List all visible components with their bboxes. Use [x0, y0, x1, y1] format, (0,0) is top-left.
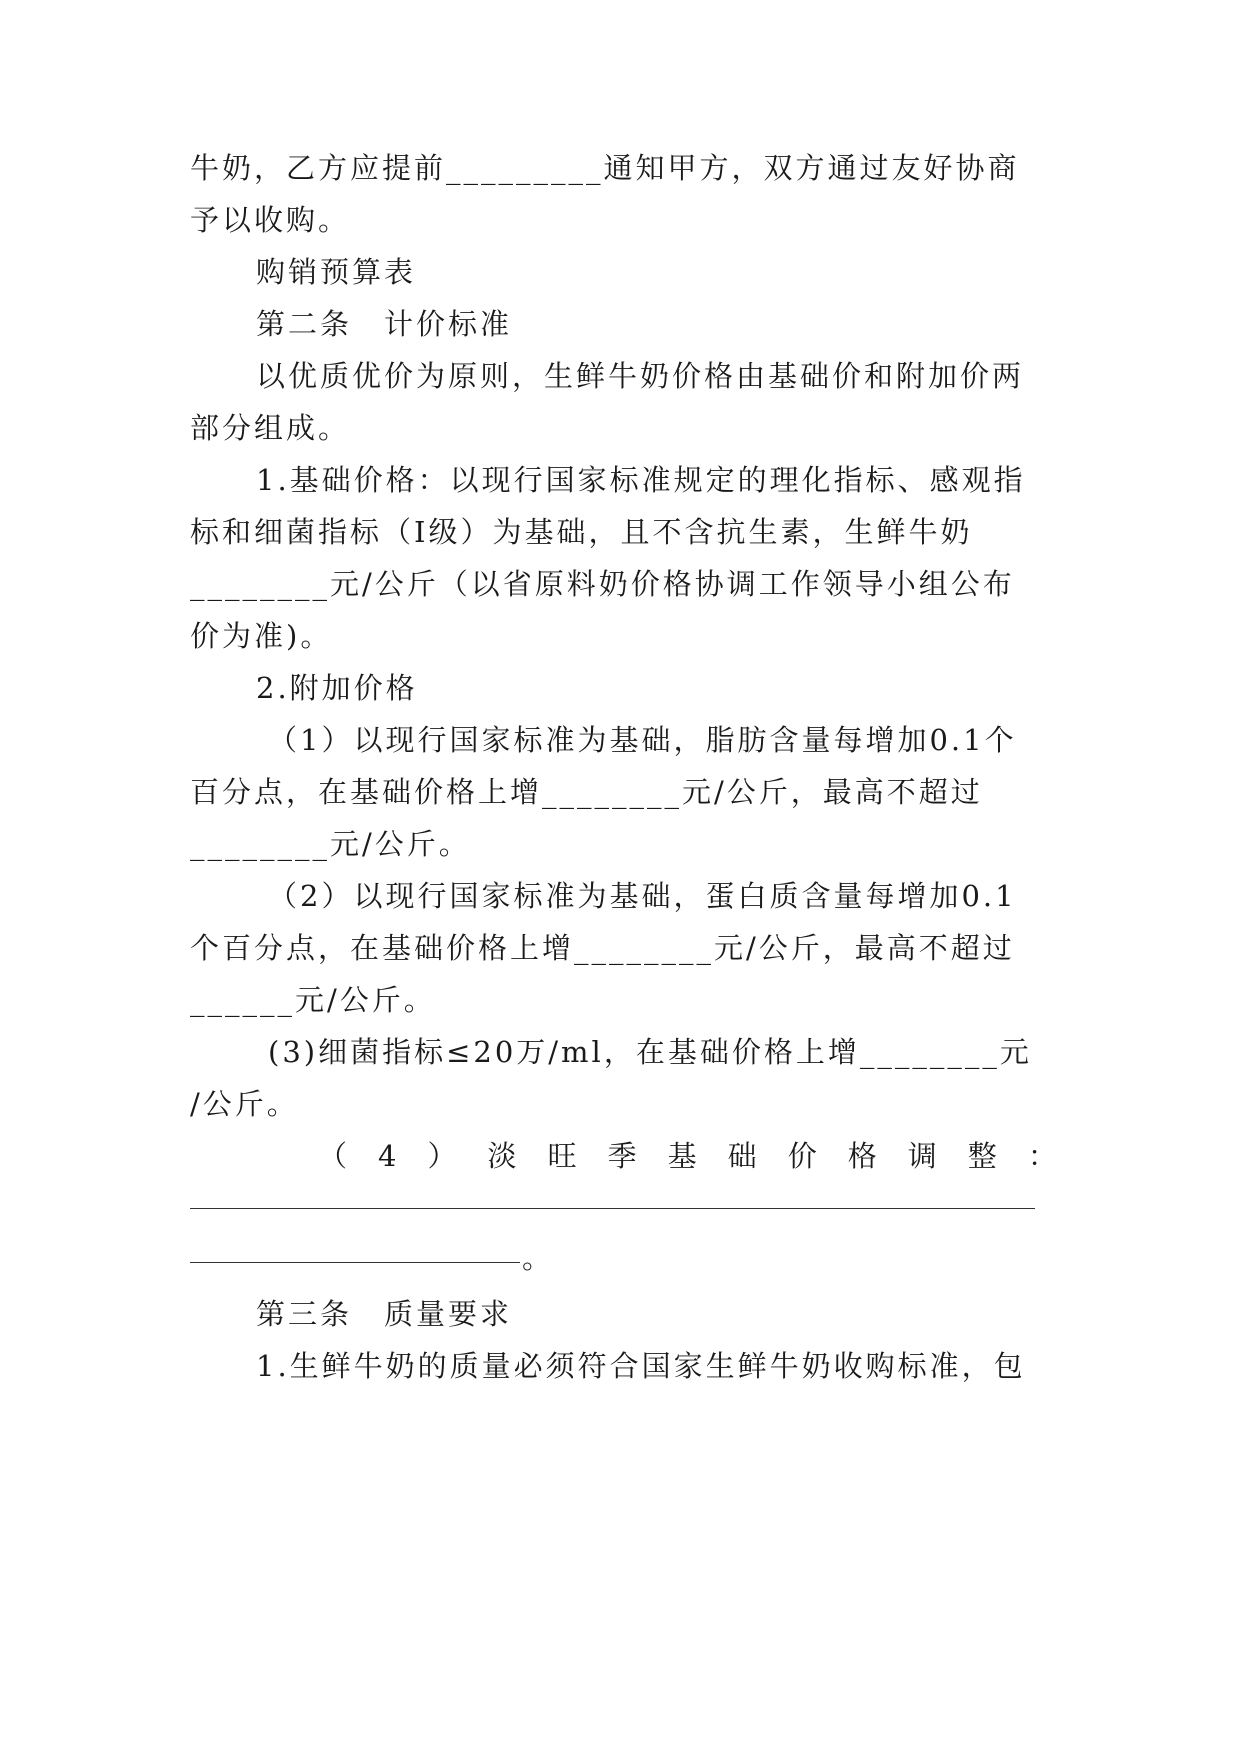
- paragraph-line: （2）以现行国家标准为基础，蛋白质含量每增加0.1: [268, 879, 1017, 913]
- paragraph-line: 2.附加价格: [256, 671, 418, 705]
- table-caption: 购销预算表: [256, 255, 417, 289]
- paragraph-line: ________元/公斤。: [190, 827, 471, 861]
- paragraph-line: （1）以现行国家标准为基础，脂肪含量每增加0.1个: [268, 723, 1017, 757]
- justified-line: [318, 1136, 1060, 1176]
- period-mark: 。: [522, 1241, 552, 1275]
- section-heading: 第三条 质量要求: [256, 1297, 513, 1331]
- paragraph-line: 1.生鲜牛奶的质量必须符合国家生鲜牛奶收购标准，包: [256, 1349, 1026, 1383]
- justified-char: 旺: [547, 1139, 580, 1173]
- paragraph-line: 牛奶，乙方应提前_________通知甲方，双方通过友好协商: [190, 151, 1020, 185]
- justified-char: 整: [967, 1139, 1000, 1173]
- paragraph-line: (3)细菌指标≤20万/ml，在基础价格上增________元: [268, 1035, 1032, 1069]
- justified-char: 4: [378, 1139, 400, 1173]
- paragraph-line: /公斤。: [190, 1087, 299, 1121]
- paragraph-line: 标和细菌指标（Ⅰ级）为基础，且不含抗生素，生鲜牛奶: [190, 515, 973, 549]
- justified-char: 础: [727, 1139, 760, 1173]
- section-heading: 第二条 计价标准: [256, 307, 513, 341]
- paragraph-line: 予以收购。: [190, 203, 351, 237]
- justified-char: 格: [847, 1139, 880, 1173]
- justified-char: （: [318, 1139, 351, 1173]
- paragraph-line: 部分组成。: [190, 411, 351, 445]
- fill-in-blank-line: [190, 1262, 520, 1263]
- paragraph-line: 1.基础价格：以现行国家标准规定的理化指标、感观指: [256, 463, 1026, 497]
- paragraph-line: ________元/公斤（以省原料奶价格协调工作领导小组公布: [190, 567, 1015, 601]
- paragraph-line: 百分点，在基础价格上增________元/公斤，最高不超过: [190, 775, 983, 809]
- justified-char: 淡: [487, 1139, 520, 1173]
- paragraph-line: 个百分点，在基础价格上增________元/公斤，最高不超过: [190, 931, 1015, 965]
- justified-char: 调: [907, 1139, 940, 1173]
- fill-in-blank-line: [190, 1208, 1035, 1209]
- paragraph-line: ______元/公斤。: [190, 983, 436, 1017]
- paragraph-line: 价为准)。: [190, 619, 333, 653]
- paragraph-line: 以优质优价为原则，生鲜牛奶价格由基础价和附加价两: [256, 359, 1025, 393]
- justified-char: 季: [607, 1139, 640, 1173]
- justified-char: 基: [667, 1139, 700, 1173]
- justified-char: ）: [427, 1139, 460, 1173]
- justified-char: ：: [1027, 1139, 1060, 1173]
- justified-char: 价: [787, 1139, 820, 1173]
